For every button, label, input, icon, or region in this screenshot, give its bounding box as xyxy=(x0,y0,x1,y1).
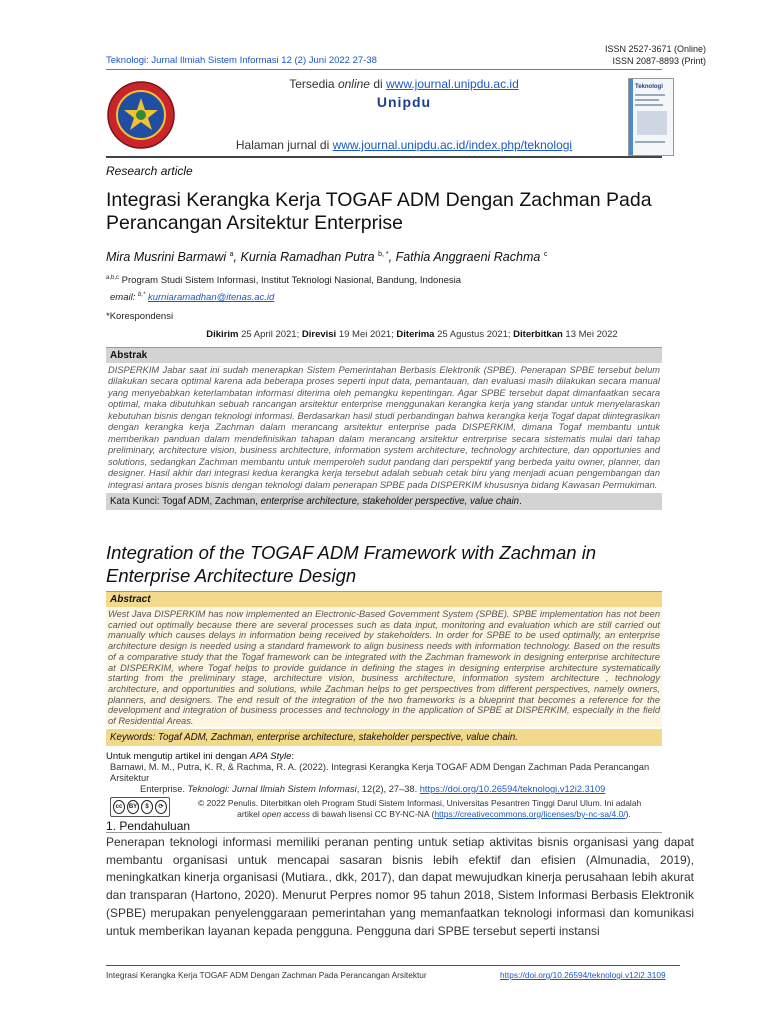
affiliation-text: Program Studi Sistem Informasi, Institut Teknologi Nasional, Bandung, Indonesia xyxy=(121,275,462,287)
license-mid: di bawah lisensi CC BY-NC-NA ( xyxy=(309,809,435,819)
accepted-date: 25 Agustus 2021 xyxy=(437,329,508,340)
author-1: Mira Musrini Barmawi xyxy=(106,250,227,264)
footer-rule xyxy=(106,965,680,966)
cc-license-badge[interactable] xyxy=(110,797,170,817)
author-1-sup: a xyxy=(229,250,234,258)
citation-doi-link[interactable]: https://doi.org/10.26594/teknologi.v12i2.3109 xyxy=(419,784,606,794)
email-link[interactable]: kurniaramadhan@itenas.ac.id xyxy=(147,292,275,304)
keywords-en-label: Keywords: xyxy=(110,731,156,743)
section-heading: 1. Pendahuluan xyxy=(106,819,191,833)
issn-print: ISSN 2087-8893 (Print) xyxy=(612,56,706,66)
license-line-2 xyxy=(198,809,670,820)
author-list: Mira Musrini Barmawi $^a$, Kurnia Ramadhan Putra $^{b, *}$, Fathia Anggraeni Rachma $^c$ xyxy=(106,250,548,264)
revised-date: 19 Mei 2021 xyxy=(338,329,392,340)
abstract-id-box xyxy=(106,347,662,533)
keywords-id-end: . xyxy=(519,495,522,507)
available-prefix: Tersedia xyxy=(289,77,338,91)
affiliation-sup: a,b,c xyxy=(106,275,120,281)
abstract-en-text: West Java DISPERKIM has now implemented an Electronic-Based Government System (SPBE). SPBE implementation has not been carried out optimally because there are several processes such as data input, monitoring and evaluation which are still carried out manually which causes delays in information being received by stakeholders. In order for SPBE to be used optimally, an enterprise architecture design is needed using a standard framework to align business needs with information technology. Based on the results of a comparative study that the Togaf framework can be integrated with the Zachman framework in designing enterprise architecture at DISPERKIM, where Togaf helps to provide guidance in defining the stages in designing enterprise architecture systematically starting from the preliminary stage, architecture vision, business architecture, information system architecture , technology architecture, and opportunities and solutions, while Zachman helps to get perspectives from different perspectives, namely owners, planners, and designers. The end result of the integration of the two frameworks is a blueprint that becomes a reference for the development and integration of business processes and technology in the application of SPBE at DISPERKIM, especially in the field of Residential Areas. xyxy=(108,609,660,727)
abstract-id-heading: Abstrak xyxy=(106,348,662,363)
cc-icon: cc xyxy=(113,800,125,814)
section-body: Penerapan teknologi informasi memiliki peranan penting untuk setiap aktivitas bisnis organisasi yang dapat membantu organisasi untuk mencapai sasaran bisnis lebih efektif dan efisien (Almunadia, 2019), meningkatkan kinerja organisasi (Mutiara., dkk, 2017), dan dapat mewujudkan kinerja perusahaan lebih akurat dan transparan (Hartono, 2020). Menurut Perpres nomor 95 tahun 2018, Sistem Informasi Berbasis Elektronik (SPBE) merupakan penyelenggaraan pemerintahan yang memanfaatkan teknologi informasi dan komunikasi untuk memberikan layanan kepada pengguna. Pengguna dari SPBE tersebut seperti instansi xyxy=(106,835,694,938)
email-sup: b,* xyxy=(137,292,146,298)
available-online: online xyxy=(337,77,370,91)
unipdu-brand: Unipdu xyxy=(376,94,432,110)
keywords-en-text: Togaf ADM, Zachman, enterprise architecture, stakeholder perspective, value chain. xyxy=(155,731,518,743)
available-line xyxy=(206,77,602,91)
accepted-label: Diterima xyxy=(396,329,435,340)
citation-heading-prefix: Untuk mengutip artikel ini dengan xyxy=(106,751,250,762)
header-top-rule xyxy=(106,69,662,70)
keywords-id-label: Kata Kunci: xyxy=(110,495,160,507)
email-line xyxy=(110,292,274,303)
article-type: Research article xyxy=(106,164,193,178)
nc-icon: $ xyxy=(141,800,153,814)
issn-block xyxy=(605,43,706,67)
article-title-id: Integrasi Kerangka Kerja TOGAF ADM Dengan Zachman Pada Perancangan Arsitektur Enterprise xyxy=(106,189,652,234)
license-line-1: © 2022 Penulis. Diterbitkan oleh Program Studi Sistem Informasi, Universitas Pesantren Tinggi Darul Ulum. Ini adalah xyxy=(198,798,642,808)
sa-icon: ⟳ xyxy=(155,800,167,814)
citation-volume: , 12(2), 27–38. xyxy=(356,784,420,794)
citation-journal: Teknologi: Jurnal Ilmiah Sistem Informasi xyxy=(187,784,357,794)
keywords-en xyxy=(106,729,662,746)
citation-line-2 xyxy=(110,784,670,795)
keywords-id xyxy=(106,493,662,510)
email-label: email: xyxy=(110,292,136,304)
unipdu-logo xyxy=(106,80,176,150)
cover-image xyxy=(637,111,667,135)
available-mid: di xyxy=(369,77,386,91)
journal-cover-thumbnail xyxy=(628,78,674,156)
affiliation xyxy=(106,275,461,286)
cover-line xyxy=(635,94,665,96)
cover-line xyxy=(635,104,663,106)
footer-running-title: Integrasi Kerangka Kerja TOGAF ADM Dengan Zachman Pada Perancangan Arsitektur xyxy=(106,970,427,980)
corresponding-note: *Korespondensi xyxy=(106,311,174,322)
cover-line xyxy=(635,141,665,143)
article-title-en: Integration of the TOGAF ADM Framework with Zachman in Enterprise Architecture Design xyxy=(106,542,597,586)
citation-enterprise: Enterprise. xyxy=(140,784,188,794)
issn-online: ISSN 2527-3671 (Online) xyxy=(604,44,706,54)
received-date: 25 April 2021 xyxy=(241,329,297,340)
keywords-id-italic: enterprise architecture, stakeholder perspective, value chain xyxy=(260,495,520,507)
license-text xyxy=(198,798,670,820)
author-2: Kurnia Ramadhan Putra xyxy=(240,250,375,264)
footer-doi-link[interactable]: https://doi.org/10.26594/teknologi.v12i2.3109 xyxy=(500,970,666,980)
journal-line[interactable]: Teknologi: Jurnal Ilmiah Sistem Informasi 12 (2) Juni 2022 27-38 xyxy=(106,55,377,66)
article-dates: Dikirim 25 April 2021; Direvisi 19 Mei 2021; Diterima 25 Agustus 2021; Diterbitkan 13 Mei 2022 xyxy=(206,329,618,340)
published-label: Diterbitkan xyxy=(513,329,563,340)
author-3: Fathia Anggraeni Rachma xyxy=(395,250,541,264)
license-open-access: open access xyxy=(262,809,310,819)
header-bottom-rule xyxy=(106,156,662,158)
cover-band xyxy=(629,79,633,155)
license-prefix: artikel xyxy=(237,809,263,819)
revised-label: Direvisi xyxy=(301,329,337,340)
homepage-prefix: Halaman jurnal di xyxy=(235,138,333,152)
citation-style: APA Style xyxy=(249,751,292,762)
license-url-link[interactable]: https://creativecommons.org/licenses/by-nc-sa/4.0/ xyxy=(434,809,626,819)
cover-title: Teknologi xyxy=(635,84,663,90)
citation-line-1: Barnawi, M. M., Putra, K. R, & Rachma, R. A. (2022). Integrasi Kerangka Kerja TOGAF ADM Dengan Zachman Pada Perancangan Arsitektur xyxy=(110,762,650,783)
received-label: Dikirim xyxy=(206,329,239,340)
citation-heading xyxy=(106,751,294,762)
by-icon: BY xyxy=(127,800,139,814)
abstract-en-box xyxy=(106,591,662,745)
citation-heading-end: : xyxy=(291,751,295,762)
license-end: ). xyxy=(625,809,631,819)
author-2-sup: b, * xyxy=(378,250,389,258)
homepage-url-link[interactable]: www.journal.unipdu.ac.id/index.php/teknologi xyxy=(332,138,573,152)
cover-line xyxy=(635,99,659,101)
published-date: 13 Mei 2022 xyxy=(565,329,618,340)
journal-url-link[interactable]: www.journal.unipdu.ac.id xyxy=(386,77,519,91)
homepage-line xyxy=(206,138,602,152)
abstract-id-text: DISPERKIM Jabar saat ini sudah menerapkan Sistem Pemerintahan Berbasis Elektronik (SPBE). Penerapan SPBE tersebut belum dilakukan secara optimal karena ada beberapa proses seperti input data, pemantauan, dan evaluasi masih dilakukan secara manual yang menyebabkan keterlambatan informasi diterima oleh pemangku kepentingan. Agar SPBE tersebut dapat dimanfaatkan secara optimal, maka dibutuhkan sebuah rancangan arsitektur enterprise menggunakan kerangka kerja yang standar untuk menyelaraskan kebutuhan bisnis dengan teknologi informasi. Berdasarkan hasil studi perbandingan bahwa kerangka kerja Togaf dapat diintegrasikan dengan kerangka kerja Zachman dalam merancang arsitektur enterprise pada DISPERKIM, dimana Togaf membantu untuk memberikan panduan dalam mendefinisikan tahapan dalam merancang arsitektur entrerprise secara sistematis mulai dari tahap preliminary, architecture vision, business architecture, information system architecture, technology architecture, dan opportunies and solutions, sedangkan Zachman membantu untuk memperoleh sudut pandang dari perspektif yang berbeda yaitu owner, planner, dan designer. Hasil akhir dari integrasi kedua kerangka kerja tersebut adalah sebuah cetak biru yang menjadi acuan pengembangan dan integrasi antara proses bisnis dengan teknologi dalam penerapan SPBE pada DISPERKIM khususnya bidang Kawasan Permukiman. xyxy=(108,365,660,490)
section-rule xyxy=(106,832,662,833)
keywords-id-plain: Togaf ADM, Zachman, xyxy=(159,495,261,507)
author-3-sup: c xyxy=(543,250,548,258)
citation-text xyxy=(110,762,670,795)
abstract-en-heading: Abstract xyxy=(106,592,662,607)
